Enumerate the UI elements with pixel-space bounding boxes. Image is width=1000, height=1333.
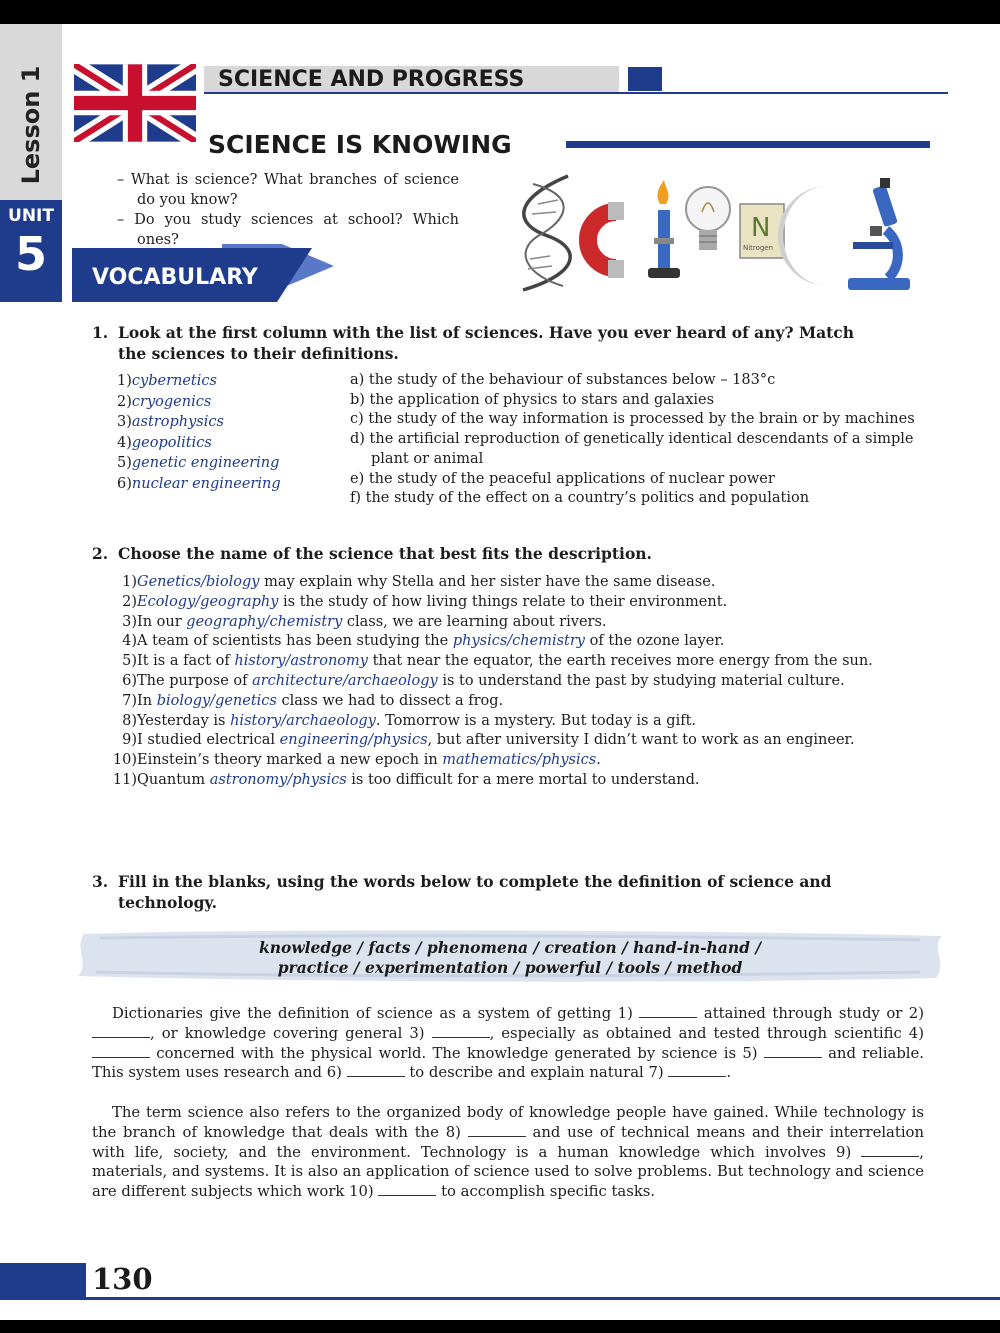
vocabulary-label: VOCABULARY <box>92 265 258 290</box>
list-item: 2)cryogenics <box>117 393 212 410</box>
task-3-number: 3. <box>92 872 109 891</box>
sciences-list <box>117 371 347 494</box>
list-item: 8)Yesterday is history/archaeology. Tomorrow is a mystery. But today is a gift. <box>122 712 697 729</box>
unit-badge <box>0 200 62 302</box>
list-item: 9)I studied electrical engineering/physics, but after university I didn’t want to work as an engineer. <box>122 732 855 749</box>
list-item: e) the study of the peaceful applications of nuclear power <box>350 470 775 487</box>
page-number: 130 <box>92 1262 153 1296</box>
word-bank-line-1: knowledge / facts / phenomena / creation / hand-in-hand / <box>258 938 762 957</box>
list-item: 4)A team of scientists has been studying the physics/chemistry of the ozone layer. <box>122 633 725 650</box>
blank-10[interactable] <box>378 1183 436 1196</box>
task-3-instruction-line-2: technology. <box>118 893 218 912</box>
list-item: 1)Genetics/biology may explain why Stella and her sister have the same disease. <box>122 574 716 590</box>
task-2 <box>92 543 927 564</box>
word-bank <box>100 938 920 978</box>
lesson-label: Lesson 1 <box>17 65 45 185</box>
task-1-instruction-line-1: Look at the first column with the list of sciences. Have you ever heard of any? Match <box>118 323 855 342</box>
dna-helix-icon <box>523 176 570 290</box>
light-bulb-icon <box>686 187 730 250</box>
intro-question-1: – What is science? What branches of science do you know? <box>117 172 459 208</box>
page-subtitle: SCIENCE IS KNOWING <box>208 130 512 159</box>
task-1-instruction-line-2: the sciences to their definitions. <box>118 344 399 363</box>
list-item: 3)In our geography/chemistry class, we are learning about rivers. <box>122 613 607 630</box>
task-2-instruction: Choose the name of the science that best fits the description. <box>118 544 652 563</box>
blank-1[interactable] <box>639 1005 697 1018</box>
task-3 <box>92 871 927 913</box>
uk-flag-icon <box>74 64 196 142</box>
unit-label: UNIT <box>8 206 54 226</box>
cloze-paragraph-2: The term science also refers to the organized body of knowledge people have gained. While technology is the branch of knowledge that deals with the 8) and use of technical means and their interrelation with life, society, and the environment. Technology is a human knowledge which involves 9) , materials, and systems. It is also an application of science used to solve problems. But technology and science are different subjects which work 10) to accomplish specific tasks. <box>92 1104 924 1201</box>
blank-8[interactable] <box>468 1124 526 1137</box>
bottom-black-bar <box>0 1320 1000 1333</box>
top-black-bar <box>0 0 1000 24</box>
list-item: 2)Ecology/geography is the study of how living things relate to their environment. <box>122 593 728 610</box>
section-title-underline <box>204 92 948 94</box>
list-item: d) the artificial reproduction of genetically identical descendants of a simple plant or animal <box>350 431 914 467</box>
list-item: 6)nuclear engineering <box>117 475 281 492</box>
word-bank-line-2: practice / experimentation / powerful / tools / method <box>277 958 743 977</box>
task-2-number: 2. <box>92 544 109 563</box>
list-item: 5)genetic engineering <box>117 455 280 471</box>
task-1 <box>92 322 927 364</box>
list-item: 6)The purpose of architecture/archaeology is to understand the past by studying material culture. <box>122 672 845 689</box>
list-item: 1)cybernetics <box>117 373 217 389</box>
subtitle-rule <box>566 141 930 148</box>
task-2-sentences <box>106 573 924 791</box>
svg-text:Nitrogen: Nitrogen <box>743 244 774 252</box>
list-item: a) the study of the behaviour of substances below – 183°c <box>350 372 776 388</box>
list-item: b) the application of physics to stars and galaxies <box>350 391 715 408</box>
science-word-art <box>508 164 913 304</box>
unit-number: 5 <box>14 227 47 281</box>
moon-crescent-icon <box>778 186 828 286</box>
blank-7[interactable] <box>668 1064 726 1077</box>
svg-text:N: N <box>751 213 771 243</box>
list-item: 10)Einstein’s theory marked a new epoch in mathematics/physics. <box>112 752 601 769</box>
list-item: 11)Quantum astronomy/physics is too difficult for a mere mortal to understand. <box>112 771 700 788</box>
magnet-icon <box>588 202 624 278</box>
blank-3[interactable] <box>432 1025 490 1038</box>
blank-9[interactable] <box>861 1144 919 1157</box>
footer-bar <box>0 1263 86 1300</box>
task-1-number: 1. <box>92 323 109 342</box>
list-item: 4)geopolitics <box>117 434 212 451</box>
task-3-instruction-line-1: Fill in the blanks, using the words below to complete the definition of science and <box>118 872 832 891</box>
blank-5[interactable] <box>764 1045 822 1058</box>
cloze-paragraph-1: Dictionaries give the definition of science as a system of getting 1) attained through study or 2) , or knowledge covering general 3) , especially as obtained and tested through scientific 4) concerned with the physical world. The knowledge generated by science is 5) and reliable. This system uses research and 6) to describe and explain natural 7) . <box>92 1005 924 1082</box>
blank-4[interactable] <box>92 1045 150 1058</box>
list-item: c) the study of the way information is processed by the brain or by machines <box>350 411 915 428</box>
nitrogen-tile-icon <box>740 204 784 258</box>
list-item: 5)It is a fact of history/astronomy that near the equator, the earth receives more energy from the sun. <box>122 653 873 670</box>
list-item: 7)In biology/genetics class we had to dissect a frog. <box>122 692 504 709</box>
footer-rule <box>86 1297 1000 1300</box>
microscope-icon <box>848 178 910 290</box>
section-title-square <box>628 67 662 91</box>
intro-questions <box>117 170 459 250</box>
blank-2[interactable] <box>92 1025 150 1038</box>
section-title: SCIENCE AND PROGRESS <box>218 67 525 92</box>
blank-6[interactable] <box>347 1064 405 1077</box>
list-item: 3)astrophysics <box>117 414 224 430</box>
bunsen-burner-icon <box>648 180 680 278</box>
list-item: f) the study of the effect on a country’s politics and population <box>350 490 810 507</box>
definitions-list <box>350 371 926 509</box>
intro-question-2: – Do you study sciences at school? Which ones? <box>117 212 459 248</box>
